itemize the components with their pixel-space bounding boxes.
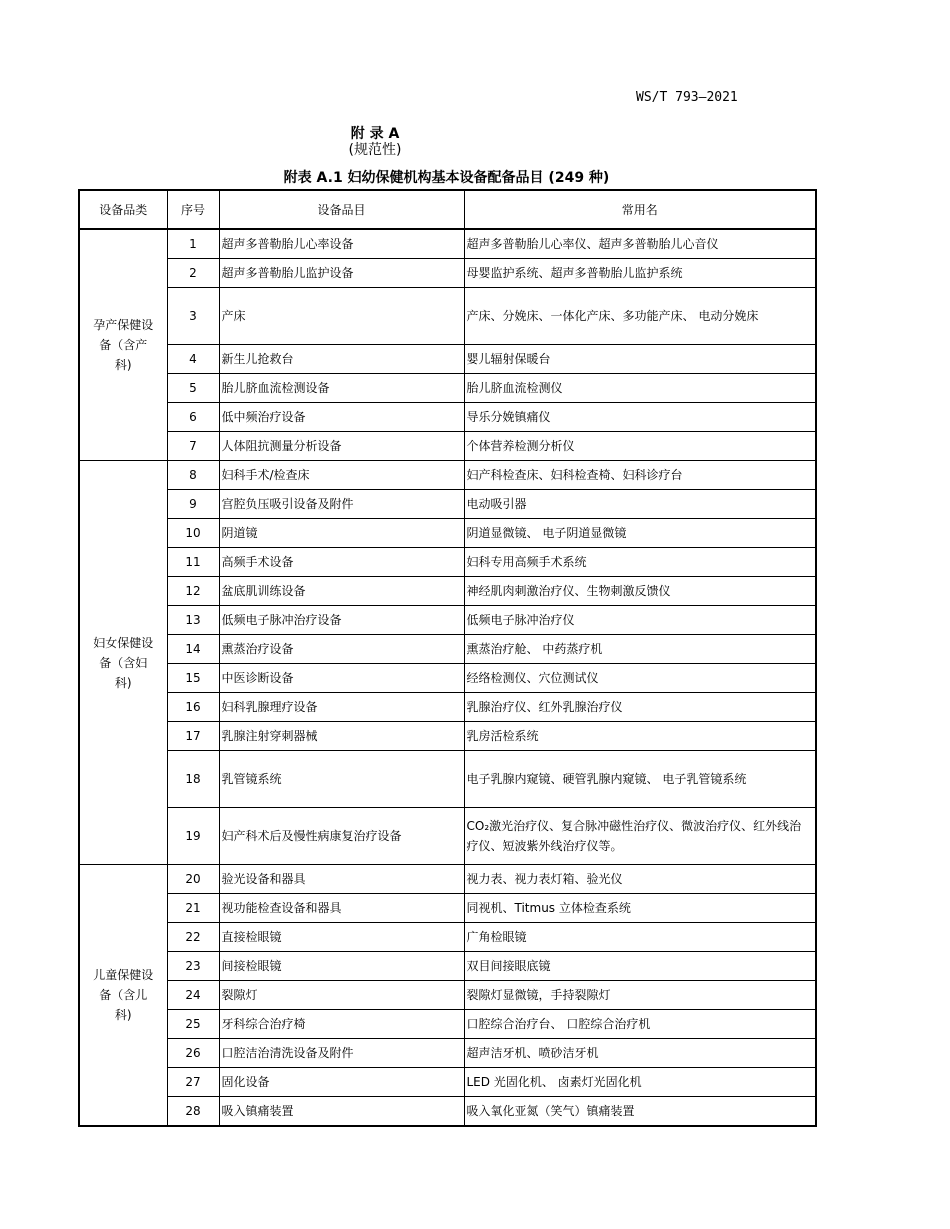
number-cell: 16: [167, 693, 219, 722]
common-name-cell: 妇科专用高频手术系统: [464, 548, 816, 577]
number-cell: 21: [167, 894, 219, 923]
number-cell: 8: [167, 461, 219, 490]
item-name-cell: 胎儿脐血流检测设备: [219, 374, 464, 403]
table-row: [79, 577, 816, 606]
table-row: [79, 1039, 816, 1068]
common-name-cell: 阴道显微镜、 电子阴道显微镜: [464, 519, 816, 548]
table-title: 附表 A.1 妇幼保健机构基本设备配备品目 (249 种): [283, 170, 610, 186]
table-row: [79, 1097, 816, 1127]
common-name-cell: 视力表、视力表灯箱、验光仪: [464, 865, 816, 894]
common-name-cell: 妇产科检查床、妇科检查椅、妇科诊疗台: [464, 461, 816, 490]
header-category: 设备品类: [79, 190, 167, 229]
table-row: [79, 664, 816, 693]
item-name-cell: 牙科综合治疗椅: [219, 1010, 464, 1039]
number-cell: 10: [167, 519, 219, 548]
table-row: [79, 952, 816, 981]
category-label: 妇女保健设备（含妇科): [93, 635, 154, 690]
item-name-cell: 新生儿抢救台: [219, 345, 464, 374]
table-row: [79, 432, 816, 461]
number-cell: 7: [167, 432, 219, 461]
number-cell: 14: [167, 635, 219, 664]
item-name-cell: 乳管镜系统: [219, 751, 464, 808]
table-row: [79, 403, 816, 432]
table-row: [79, 1068, 816, 1097]
common-name-cell: 母婴监护系统、超声多普勒胎儿监护系统: [464, 259, 816, 288]
item-name-cell: 超声多普勒胎儿心率设备: [219, 229, 464, 259]
number-cell: 28: [167, 1097, 219, 1127]
number-cell: 18: [167, 751, 219, 808]
item-name-cell: 吸入镇痛装置: [219, 1097, 464, 1127]
item-name-cell: 裂隙灯: [219, 981, 464, 1010]
common-name-cell: 神经肌肉刺激治疗仪、生物刺激反馈仪: [464, 577, 816, 606]
number-cell: 26: [167, 1039, 219, 1068]
common-name-cell: 个体营养检测分析仪: [464, 432, 816, 461]
number-cell: 9: [167, 490, 219, 519]
number-cell: 6: [167, 403, 219, 432]
item-name-cell: 低中频治疗设备: [219, 403, 464, 432]
number-cell: 13: [167, 606, 219, 635]
category-label: 孕产保健设备（含产科): [93, 318, 154, 372]
header-number: 序号: [167, 190, 219, 229]
common-name-cell: 胎儿脐血流检测仪: [464, 374, 816, 403]
table-row: [79, 461, 816, 490]
table-row: [79, 345, 816, 374]
common-name-cell: 广角检眼镜: [464, 923, 816, 952]
common-name-cell: 超声洁牙机、喷砂洁牙机: [464, 1039, 816, 1068]
number-cell: 23: [167, 952, 219, 981]
table-row: [79, 288, 816, 345]
header-item: 设备品目: [219, 190, 464, 229]
common-name-cell: 裂隙灯显微镜，手持裂隙灯: [464, 981, 816, 1010]
common-name-cell: 产床、分娩床、一体化产床、多功能产床、 电动分娩床: [464, 288, 816, 345]
table-row: [79, 722, 816, 751]
standard-number: WS/T 793—2021: [636, 90, 738, 105]
table-row: [79, 923, 816, 952]
item-name-cell: 宫腔负压吸引设备及附件: [219, 490, 464, 519]
table-row: [79, 606, 816, 635]
table-row: [79, 259, 816, 288]
number-cell: 27: [167, 1068, 219, 1097]
category-cell: [79, 229, 167, 461]
table-body: [79, 229, 816, 1126]
common-name-cell: 吸入氧化亚氮（笑气）镇痛装置: [464, 1097, 816, 1127]
common-name-cell: 口腔综合治疗台、 口腔综合治疗机: [464, 1010, 816, 1039]
header-common-name: 常用名: [464, 190, 816, 229]
table-row: [79, 894, 816, 923]
table-row: [79, 229, 816, 259]
table-header-row: [79, 190, 816, 229]
number-cell: 3: [167, 288, 219, 345]
number-cell: 22: [167, 923, 219, 952]
category-label: 儿童保健设备（含儿科): [93, 968, 154, 1022]
common-name-cell: 电动吸引器: [464, 490, 816, 519]
item-name-cell: 直接检眼镜: [219, 923, 464, 952]
item-name-cell: 视功能检查设备和器具: [219, 894, 464, 923]
item-name-cell: 验光设备和器具: [219, 865, 464, 894]
item-name-cell: 超声多普勒胎儿监护设备: [219, 259, 464, 288]
number-cell: 15: [167, 664, 219, 693]
common-name-cell: 熏蒸治疗舱、 中药蒸疗机: [464, 635, 816, 664]
item-name-cell: 妇科手术/检查床: [219, 461, 464, 490]
number-cell: 11: [167, 548, 219, 577]
table-row: [79, 693, 816, 722]
number-cell: 1: [167, 229, 219, 259]
item-name-cell: 低频电子脉冲治疗设备: [219, 606, 464, 635]
table-row: [79, 490, 816, 519]
common-name-cell: 乳腺治疗仪、红外乳腺治疗仪: [464, 693, 816, 722]
common-name-cell: 双目间接眼底镜: [464, 952, 816, 981]
number-cell: 20: [167, 865, 219, 894]
item-name-cell: 乳腺注射穿刺器械: [219, 722, 464, 751]
common-name-cell: 同视机、Titmus 立体检查系统: [464, 894, 816, 923]
table-row: [79, 374, 816, 403]
common-name-cell: 乳房活检系统: [464, 722, 816, 751]
item-name-cell: 固化设备: [219, 1068, 464, 1097]
item-name-cell: 口腔洁治清洗设备及附件: [219, 1039, 464, 1068]
common-name-cell: CO₂激光治疗仪、复合脉冲磁性治疗仪、微波治疗仪、红外线治疗仪、短波紫外线治疗仪等。: [464, 808, 816, 865]
number-cell: 5: [167, 374, 219, 403]
category-cell: [79, 865, 167, 1127]
number-cell: 12: [167, 577, 219, 606]
common-name-cell: 婴儿辐射保暖台: [464, 345, 816, 374]
number-cell: 17: [167, 722, 219, 751]
table-row: [79, 751, 816, 808]
item-name-cell: 产床: [219, 288, 464, 345]
appendix-subtitle: (规范性): [348, 142, 402, 158]
common-name-cell: 电子乳腺内窥镜、硬管乳腺内窥镜、 电子乳管镜系统: [464, 751, 816, 808]
category-cell: [79, 461, 167, 865]
item-name-cell: 盆底肌训练设备: [219, 577, 464, 606]
appendix-title: 附 录 A: [350, 126, 400, 142]
number-cell: 19: [167, 808, 219, 865]
table-row: [79, 808, 816, 865]
item-name-cell: 中医诊断设备: [219, 664, 464, 693]
common-name-cell: LED 光固化机、 卤素灯光固化机: [464, 1068, 816, 1097]
equipment-table: [78, 189, 817, 1127]
common-name-cell: 导乐分娩镇痛仪: [464, 403, 816, 432]
item-name-cell: 高频手术设备: [219, 548, 464, 577]
table-row: [79, 548, 816, 577]
table-row: [79, 865, 816, 894]
number-cell: 25: [167, 1010, 219, 1039]
number-cell: 2: [167, 259, 219, 288]
common-name-cell: 超声多普勒胎儿心率仪、超声多普勒胎儿心音仪: [464, 229, 816, 259]
number-cell: 4: [167, 345, 219, 374]
item-name-cell: 妇产科术后及慢性病康复治疗设备: [219, 808, 464, 865]
item-name-cell: 阴道镜: [219, 519, 464, 548]
table-row: [79, 1010, 816, 1039]
common-name-cell: 低频电子脉冲治疗仪: [464, 606, 816, 635]
item-name-cell: 熏蒸治疗设备: [219, 635, 464, 664]
table-row: [79, 635, 816, 664]
item-name-cell: 人体阻抗测量分析设备: [219, 432, 464, 461]
item-name-cell: 妇科乳腺理疗设备: [219, 693, 464, 722]
number-cell: 24: [167, 981, 219, 1010]
table-row: [79, 519, 816, 548]
common-name-cell: 经络检测仪、穴位测试仪: [464, 664, 816, 693]
table-row: [79, 981, 816, 1010]
item-name-cell: 间接检眼镜: [219, 952, 464, 981]
